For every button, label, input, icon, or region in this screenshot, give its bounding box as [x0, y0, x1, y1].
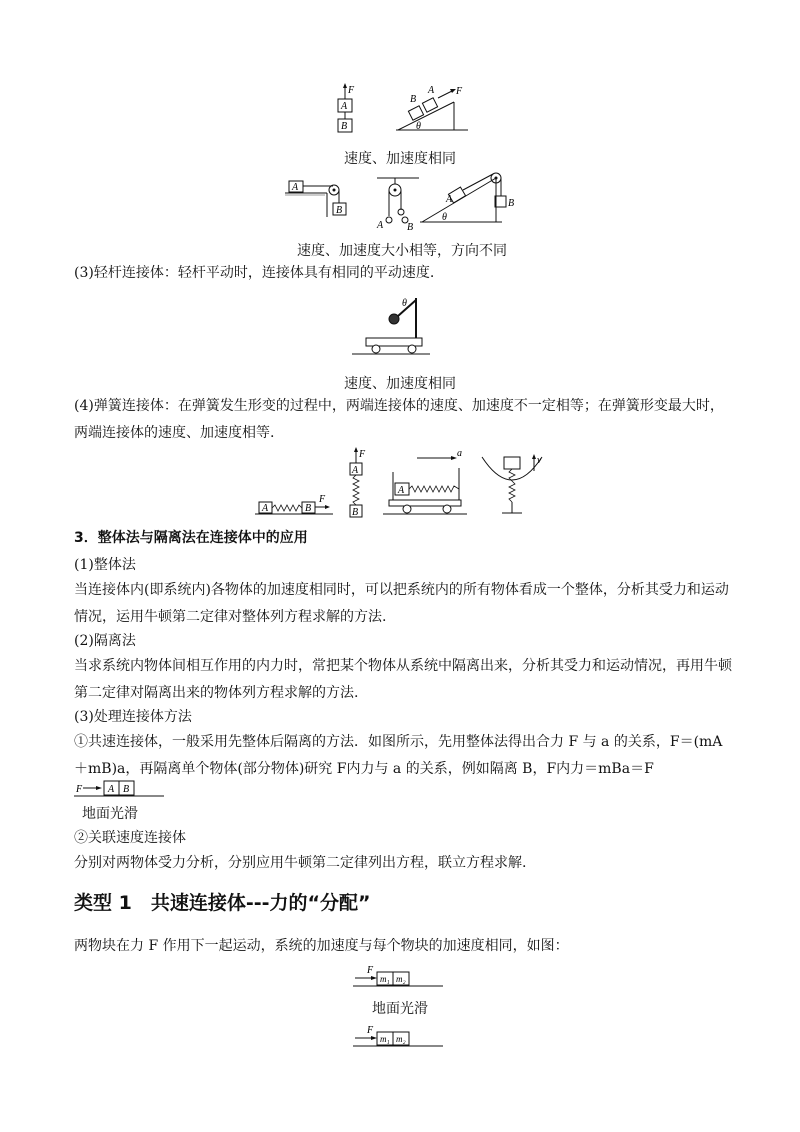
section-heading-type1: 类型 1 共速连接体---力的“分配” [74, 892, 371, 914]
svg-text:F: F [456, 86, 463, 97]
figure-m1-m2-lower [353, 1024, 445, 1050]
paragraph-rod-connection: (3)轻杆连接体：轻杆平动时，连接体具有相同的平动速度. [74, 265, 435, 281]
svg-text:v: v [537, 455, 542, 466]
svg-text:B: B [305, 503, 312, 514]
svg-text:B: B [352, 507, 359, 518]
svg-text:F: F [76, 784, 83, 795]
svg-text:m₂: m₂ [396, 974, 406, 984]
svg-text:B: B [508, 198, 515, 209]
svg-text:A: A [398, 485, 405, 496]
figure-spring-cart [383, 450, 469, 516]
figure-m1-m2-upper [353, 964, 445, 990]
paragraph-processing-title: (3)处理连接体方法 [74, 709, 192, 725]
svg-text:B: B [123, 784, 130, 795]
figure-double-pulley [375, 176, 421, 232]
svg-text:m₂: m₂ [396, 1034, 406, 1044]
figure-cart-rod [352, 294, 432, 356]
svg-text:A: A [352, 465, 359, 476]
paragraph-common-speed: ①共速连接体，一般采用先整体后隔离的方法．如图所示，先用整体法得出合力 F 与 a 的关系，F＝(mA＋mB)a，再隔离单个物体(部分物体)研究 F内力与 a 的关系，例如隔离 B，F内力＝mBa＝F [74, 734, 723, 777]
svg-text:F: F [367, 965, 374, 976]
svg-text:θ: θ [442, 212, 447, 223]
svg-text:F: F [367, 1025, 374, 1036]
figure-force-two-blocks [74, 780, 166, 802]
paragraph-type1-intro: 两物块在力 F 作用下一起运动，系统的加速度与每个物块的加速度相同，如图： [74, 938, 569, 954]
svg-text:A: A [377, 220, 384, 231]
svg-text:B: B [407, 222, 414, 232]
svg-text:θ: θ [416, 121, 421, 132]
caption-same-magnitude: 速度、加速度大小相等，方向不同 [297, 243, 507, 259]
svg-text:a: a [457, 450, 462, 459]
caption-same-velocity-2: 速度、加速度相同 [344, 376, 456, 392]
svg-text:m₁: m₁ [380, 1034, 390, 1044]
svg-text:A: A [428, 85, 435, 96]
svg-text:F: F [359, 449, 366, 460]
svg-text:m₁: m₁ [380, 974, 390, 984]
svg-text:θ: θ [402, 298, 407, 309]
paragraph-spring-connection: (4)弹簧连接体：在弹簧发生形变的过程中，两端连接体的速度、加速度不一定相等；在弹簧形变最大时，两端连接体的速度、加速度相等. [74, 398, 724, 441]
figure-stacked-blocks [328, 83, 362, 138]
caption-smooth-ground-1: 地面光滑 [82, 806, 138, 822]
figure-spring-bowl [478, 451, 548, 519]
caption-smooth-ground-2: 地面光滑 [372, 1001, 428, 1017]
paragraph-related-speed: 分别对两物体受力分析，分别应用牛顿第二定律列出方程，联立方程求解. [74, 855, 527, 871]
svg-text:F: F [319, 494, 326, 505]
svg-text:A: A [446, 194, 453, 205]
svg-text:B: B [336, 205, 343, 216]
figure-spring-horizontal [255, 490, 335, 516]
paragraph-whole-method-title: (1)整体法 [74, 557, 136, 573]
figure-incline-pulley [418, 166, 518, 226]
paragraph-whole-method: 当连接体内(即系统内)各物体的加速度相同时，可以把系统内的所有物体看成一个整体，分析其受力和运动情况，运用牛顿第二定律对整体列方程求解的方法. [74, 582, 729, 625]
paragraph-isolation-title: (2)隔离法 [74, 633, 136, 649]
paragraph-isolation-method: 当求系统内物体间相互作用的内力时，常把某个物体从系统中隔离出来，分析其受力和运动情况，再用牛顿第二定律对隔离出来的物体列方程求解的方法. [74, 658, 732, 701]
svg-text:A: A [292, 182, 299, 193]
caption-same-velocity-1: 速度、加速度相同 [344, 151, 456, 167]
figure-table-pulley [283, 177, 349, 219]
paragraph-related-speed-title: ②关联速度连接体 [74, 830, 186, 846]
svg-text:F: F [348, 85, 355, 96]
svg-text:B: B [410, 94, 417, 105]
svg-text:A: A [262, 503, 269, 514]
figure-incline-blocks [392, 80, 470, 132]
svg-text:B: B [341, 121, 348, 132]
svg-text:A: A [341, 101, 348, 112]
svg-text:A: A [108, 784, 115, 795]
figure-spring-vertical [344, 447, 374, 521]
section-heading-methods: 3．整体法与隔离法在连接体中的应用 [74, 530, 308, 546]
